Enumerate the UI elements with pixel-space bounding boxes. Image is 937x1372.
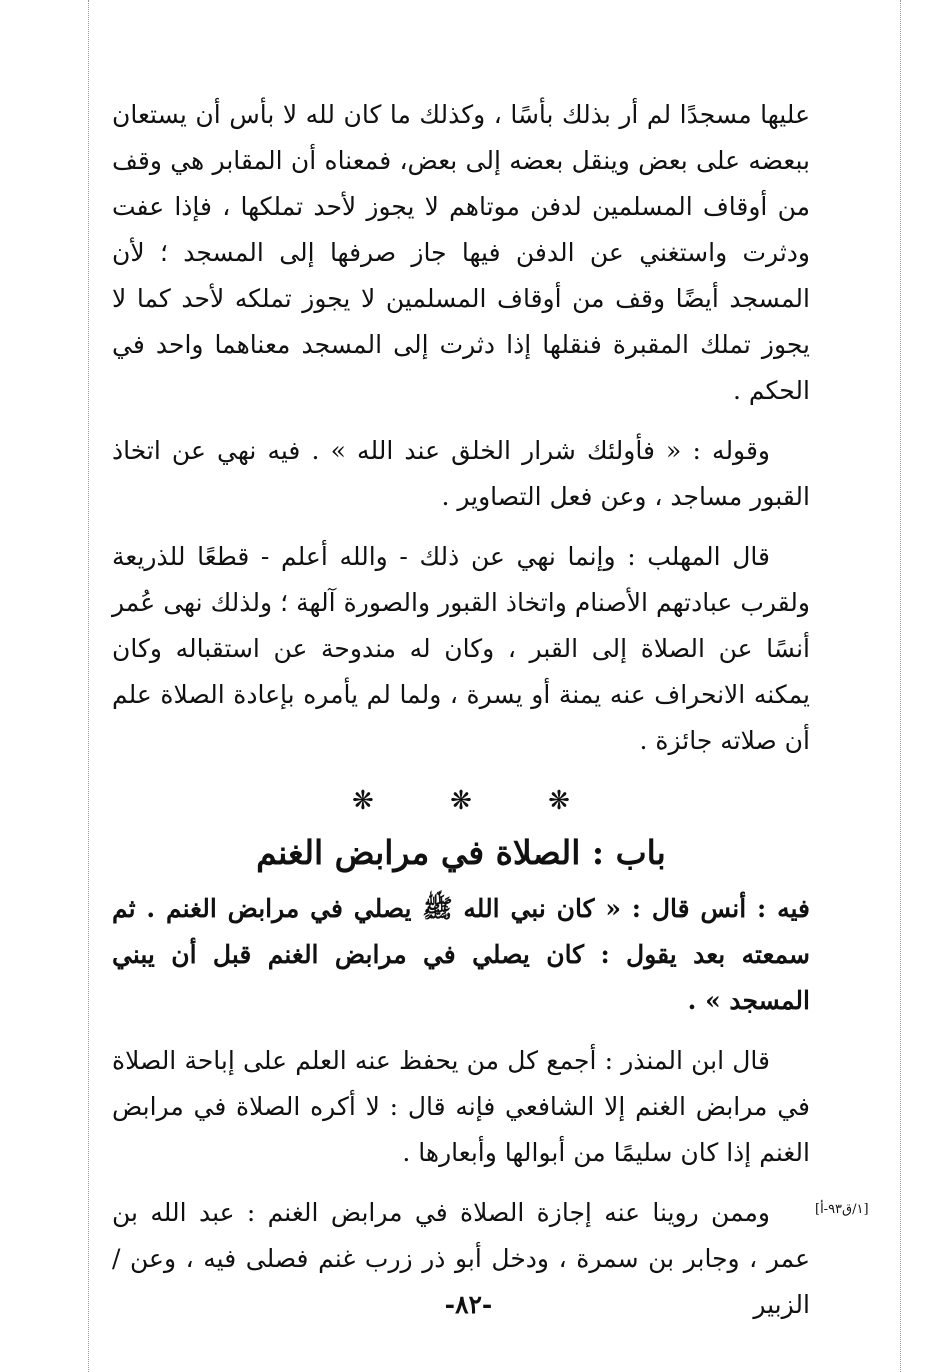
section-separator xyxy=(112,786,810,816)
paragraph-cemetery-waqf: عليها مسجدًا لم أر بذلك بأسًا ، وكذلك ما كان لله لا بأس أن يستعان ببعضه على بعض وينقل بعضه إلى بعض، فمعناه أن المقابر هي وقف من أوقاف المسلمين لدفن موتاهم لا يجوز لأحد تملكها ، فإذا عفت ودثرت واستغني عن الدفن فيها جاز صرفها إلى المسجد ؛ لأن المسجد أيضًا وقف من أوقاف المسلمين لا يجوز تملكه لأحد كما لا يجوز تملك المقبرة فنقلها إذا دثرت إلى المسجد معناهما واحد في الحكم . xyxy=(112,100,810,405)
paragraph-ibn-mundhir: قال ابن المنذر : أجمع كل من يحفظ عنه العلم على إباحة الصلاة في مرابض الغنم إلا الشافعي فإنه قال : لا أكره الصلاة في مرابض الغنم إذا كان سليمًا من أبوالها وأبعارها . xyxy=(112,1046,810,1167)
hadith-text: فيه : أنس قال : « كان نبي الله ﷺ يصلي في مرابض الغنم . ثم سمعته بعد يقول : كان يصلي في مرابض الغنم قبل أن يبني المسجد » . xyxy=(112,894,810,1015)
scan-edge-right xyxy=(900,0,901,1372)
separator-star-icon: ❋ xyxy=(548,786,570,816)
paragraph-muhallab: قال المهلب : وإنما نهي عن ذلك - والله أعلم - قطعًا للذريعة ولقرب عبادتهم الأصنام واتخاذ القبور والصورة آلهة ؛ ولذلك نهى عُمر أنسًا عن الصلاة إلى القبر ، وكان له مندوحة عن استقباله وكان يمكنه الانحراف عنه يمنة أو يسرة ، ولما لم يأمره بإعادة الصلاة علم أن صلاته جائزة . xyxy=(112,542,810,755)
page-number: -٨٢- xyxy=(444,1290,493,1319)
separator-star-icon: ❋ xyxy=(450,786,472,816)
chapter-title: باب : الصلاة في مرابض الغنم xyxy=(256,833,666,872)
paragraph-evil-creatures: وقوله : « فأولئك شرار الخلق عند الله » . فيه نهي عن اتخاذ القبور مساجد ، وعن فعل التصاوير . xyxy=(112,436,810,511)
paragraph-narrators: وممن روينا عنه إجازة الصلاة في مرابض الغنم : عبد الله بن عمر ، وجابر بن سمرة ، ودخل أبو ذر زرب غنم فصلى فيه ، وعن / الزبير xyxy=(112,1198,810,1319)
manuscript-folio-reference: [١/ق٩٣-أ] xyxy=(815,1202,869,1217)
separator-star-icon: ❋ xyxy=(352,786,374,816)
page-body xyxy=(112,92,810,1342)
scan-edge-left xyxy=(88,0,89,1372)
